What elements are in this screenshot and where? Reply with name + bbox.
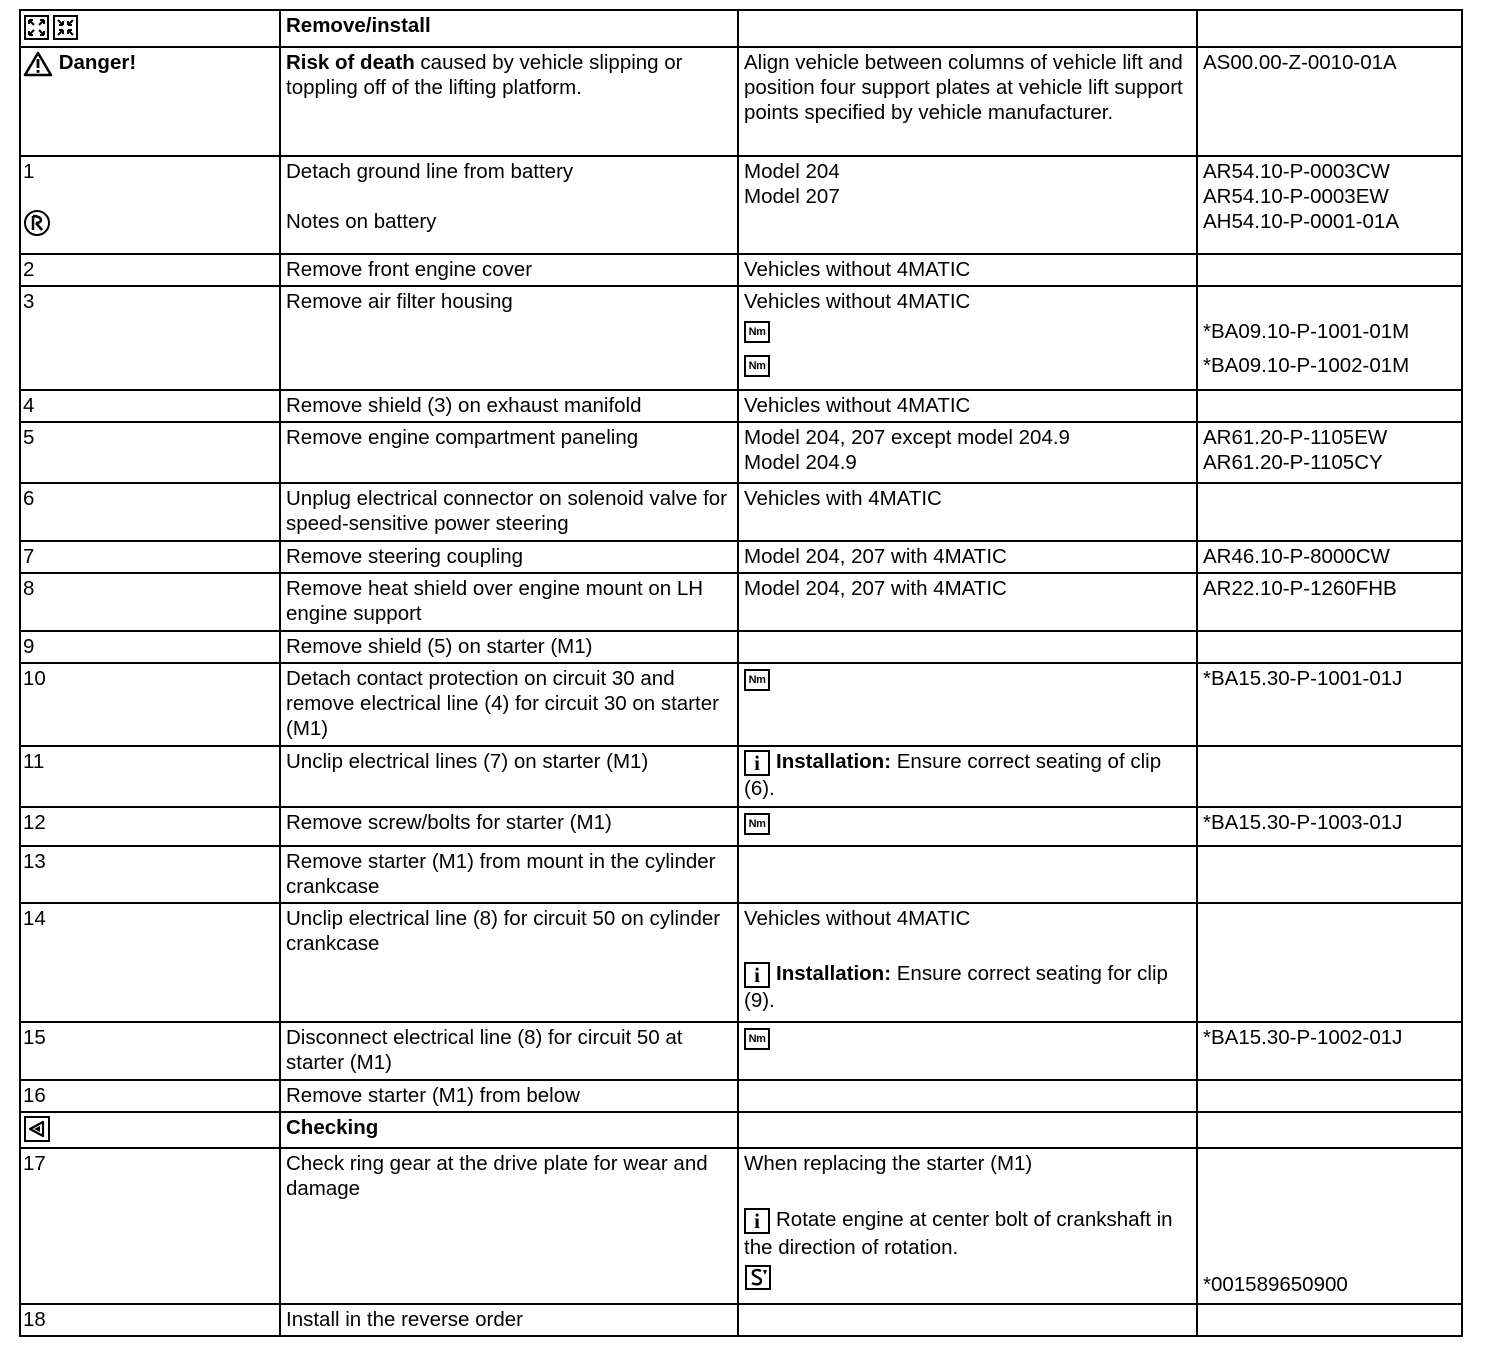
special-tool-icon bbox=[744, 1264, 772, 1291]
step-number: 9 bbox=[20, 631, 280, 663]
step-ref: AR22.10-P-1260FHB bbox=[1197, 573, 1462, 631]
step-note: Model 204 bbox=[744, 160, 840, 183]
step-task: Remove screw/bolts for starter (M1) bbox=[280, 807, 738, 846]
procedure-table bbox=[19, 9, 1463, 1337]
step-number: 15 bbox=[20, 1022, 280, 1080]
table-row bbox=[20, 573, 1462, 631]
table-row bbox=[20, 422, 1462, 483]
step-ref: *BA15.30-P-1001-01J bbox=[1197, 663, 1462, 746]
table-row bbox=[20, 483, 1462, 541]
table-row bbox=[20, 390, 1462, 422]
step-task: Detach contact protection on circuit 30 and remove electrical line (4) for circuit 30 on starter (M1) bbox=[280, 663, 738, 746]
step-number: 13 bbox=[20, 846, 280, 903]
step-ref: AR54.10-P-0003EW bbox=[1203, 185, 1389, 208]
step-number: 1 bbox=[23, 160, 35, 183]
step-number: 16 bbox=[20, 1080, 280, 1112]
step-number: 8 bbox=[20, 573, 280, 631]
torque-nm-icon: Nm bbox=[744, 669, 770, 691]
step-note: Vehicles without 4MATIC bbox=[744, 907, 971, 930]
step-number: 18 bbox=[20, 1304, 280, 1336]
table-row bbox=[20, 156, 1462, 254]
step-task: Disconnect electrical line (8) for circuit 50 at starter (M1) bbox=[280, 1022, 738, 1080]
danger-row bbox=[20, 47, 1462, 156]
step-note: Vehicles with 4MATIC bbox=[738, 483, 1197, 541]
section-title-remove-install: Remove/install bbox=[280, 10, 738, 47]
step-number: 3 bbox=[20, 286, 280, 390]
step-task: Remove front engine cover bbox=[280, 254, 738, 286]
step-note: Vehicles without 4MATIC bbox=[738, 390, 1197, 422]
step-task: Remove starter (M1) from below bbox=[280, 1080, 738, 1112]
table-row bbox=[20, 846, 1462, 903]
danger-ref: AS00.00-Z-0010-01A bbox=[1197, 47, 1462, 156]
step-task: Install in the reverse order bbox=[280, 1304, 738, 1336]
section-title-checking: Checking bbox=[280, 1112, 738, 1148]
torque-nm-icon: Nm bbox=[744, 321, 770, 343]
step-number: 2 bbox=[20, 254, 280, 286]
torque-nm-icon: Nm bbox=[744, 1028, 770, 1050]
step-task: Check ring gear at the drive plate for wear and damage bbox=[280, 1148, 738, 1304]
step-number: 5 bbox=[20, 422, 280, 483]
step-note: Model 204, 207 with 4MATIC bbox=[738, 573, 1197, 631]
table-row bbox=[20, 254, 1462, 286]
table-row bbox=[20, 663, 1462, 746]
step-note: When replacing the starter (M1) bbox=[744, 1152, 1033, 1175]
step-number: 4 bbox=[20, 390, 280, 422]
step-task: Unclip electrical lines (7) on starter (M1) bbox=[280, 746, 738, 807]
table-row bbox=[20, 541, 1462, 573]
step-ref: AR61.20-P-1105EW bbox=[1203, 426, 1388, 449]
step-number: 6 bbox=[20, 483, 280, 541]
remove-install-icon bbox=[23, 13, 79, 41]
table-row bbox=[20, 746, 1462, 807]
danger-note: Align vehicle between columns of vehicle lift and position four support plates at vehicle lift support points specified by vehicle manufacturer. bbox=[738, 47, 1197, 156]
step-ref: AR61.20-P-1105CY bbox=[1203, 451, 1383, 474]
step-note: Rotate engine at center bolt of crankshaft in the direction of rotation. bbox=[744, 1208, 1173, 1259]
step-number: 12 bbox=[20, 807, 280, 846]
checking-header-row bbox=[20, 1112, 1462, 1148]
step-note: Vehicles without 4MATIC bbox=[738, 254, 1197, 286]
table-row bbox=[20, 1022, 1462, 1080]
step-note: Ensure correct seating for clip (9). bbox=[744, 962, 1168, 1012]
step-ref: *BA15.30-P-1002-01J bbox=[1197, 1022, 1462, 1080]
step-task: Remove engine compartment paneling bbox=[280, 422, 738, 483]
step-note: Model 207 bbox=[744, 185, 840, 208]
step-number: 7 bbox=[20, 541, 280, 573]
step-ref: AR54.10-P-0003CW bbox=[1203, 160, 1390, 183]
risk-bold: Risk of death bbox=[286, 51, 415, 74]
remove-install-icons bbox=[20, 10, 280, 47]
step-ref: *BA09.10-P-1001-01M bbox=[1203, 320, 1410, 343]
header-row bbox=[20, 10, 1462, 47]
step-task: Remove shield (5) on starter (M1) bbox=[280, 631, 738, 663]
step-note: Model 204.9 bbox=[744, 451, 857, 474]
installation-label: Installation: bbox=[776, 962, 892, 985]
step-ref: *001589650900 bbox=[1197, 1148, 1462, 1304]
installation-label: Installation: bbox=[776, 750, 892, 773]
step-note: Vehicles without 4MATIC bbox=[744, 290, 971, 313]
risk-text: caused by vehicle slipping or toppling off of the lifting platform. bbox=[286, 51, 683, 99]
step-task: Remove starter (M1) from mount in the cylinder crankcase bbox=[280, 846, 738, 903]
info-icon: i bbox=[744, 750, 770, 776]
step-number: 17 bbox=[20, 1148, 280, 1304]
table-row bbox=[20, 903, 1462, 1022]
step-task: Remove air filter housing bbox=[280, 286, 738, 390]
step-note: Model 204, 207 except model 204.9 bbox=[744, 426, 1070, 449]
step-task: Unclip electrical line (8) for circuit 50 on cylinder crankcase bbox=[280, 903, 738, 1022]
danger-label: Danger! bbox=[58, 51, 137, 74]
torque-nm-icon: Nm bbox=[744, 813, 770, 835]
step-task: Unplug electrical connector on solenoid valve for speed-sensitive power steering bbox=[280, 483, 738, 541]
notes-circle-icon bbox=[23, 209, 51, 237]
table-row bbox=[20, 807, 1462, 846]
info-icon: i bbox=[744, 1208, 770, 1234]
step-note: Ensure correct seating of clip (6). bbox=[744, 750, 1162, 800]
step-subtask: Notes on battery bbox=[286, 210, 437, 233]
step-ref: *BA09.10-P-1002-01M bbox=[1203, 354, 1410, 377]
table-row bbox=[20, 1080, 1462, 1112]
step-number: 14 bbox=[20, 903, 280, 1022]
torque-nm-icon: Nm bbox=[744, 355, 770, 377]
step-ref: AR46.10-P-8000CW bbox=[1197, 541, 1462, 573]
table-row bbox=[20, 1304, 1462, 1336]
step-number: 11 bbox=[20, 746, 280, 807]
table-row bbox=[20, 1148, 1462, 1304]
table-row bbox=[20, 631, 1462, 663]
step-task: Remove heat shield over engine mount on LH engine support bbox=[280, 573, 738, 631]
step-number: 10 bbox=[20, 663, 280, 746]
step-note: Model 204, 207 with 4MATIC bbox=[738, 541, 1197, 573]
step-ref: *BA15.30-P-1003-01J bbox=[1197, 807, 1462, 846]
step-task: Detach ground line from battery bbox=[286, 160, 574, 183]
warning-triangle-icon bbox=[23, 51, 53, 77]
info-icon: i bbox=[744, 962, 770, 988]
step-ref: AH54.10-P-0001-01A bbox=[1203, 210, 1400, 233]
step-task: Remove steering coupling bbox=[280, 541, 738, 573]
checking-icon bbox=[23, 1115, 51, 1143]
table-row bbox=[20, 286, 1462, 390]
step-task: Remove shield (3) on exhaust manifold bbox=[280, 390, 738, 422]
